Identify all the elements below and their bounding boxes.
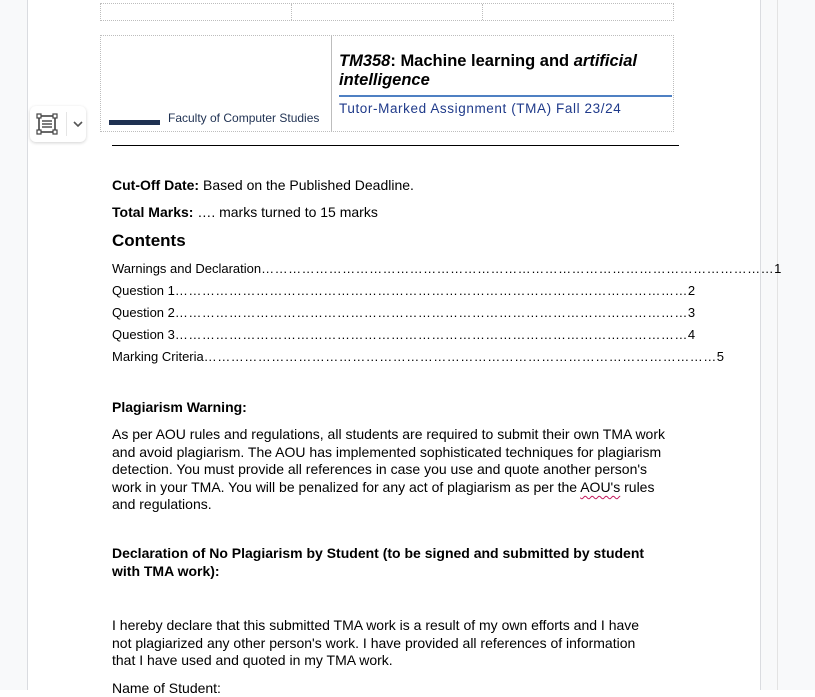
toc-entry[interactable]: Question 1 …………………………………………………………………………………………………… 2: [112, 283, 696, 298]
toc-entry[interactable]: Marking Criteria …………………………………………………………………………………………………… 5: [112, 349, 724, 364]
student-name-label: Name of Student:: [112, 680, 221, 696]
toc-entry[interactable]: Question 3 …………………………………………………………………………………………………… 4: [112, 327, 696, 342]
course-title-end: artificial intelligence: [339, 52, 638, 89]
document-header-table: [100, 35, 674, 132]
left-margin: [0, 0, 28, 690]
toc-entry[interactable]: Question 2 …………………………………………………………………………………………………… 3: [112, 305, 696, 320]
total-marks-line: [112, 203, 378, 221]
right-margin: [761, 0, 815, 690]
spellcheck-flag[interactable]: AOU's: [580, 478, 621, 495]
scrollbar-track[interactable]: [777, 0, 778, 690]
title-rule: [339, 95, 672, 97]
document-outline-icon[interactable]: [36, 113, 58, 135]
top-table-row: [100, 3, 674, 21]
toc-entry[interactable]: Warnings and Declaration …………………………………………………………………………………………………… 1: [112, 261, 782, 276]
cutoff-value: Based on the Published Deadline.: [199, 177, 414, 193]
cutoff-label: Cut-Off Date:: [112, 177, 200, 193]
course-title: [339, 52, 669, 90]
logo-bar: [109, 120, 160, 125]
plagiarism-body: As per AOU rules and regulations, all students are required to submit their own TMA work and avoid plagiarism. The AOU has implemented sophisticated techniques for plagiarism detection. You must provide all references in case you use and quote another person's work in your TMA. You will be penalized for any act of plagiarism as per the AOU's rules and regulations.: [112, 426, 666, 513]
course-title-mid: : Machine learning and: [390, 52, 574, 70]
chevron-down-icon[interactable]: [71, 117, 85, 131]
outline-toggle[interactable]: [30, 106, 86, 142]
marks-label: Total Marks:: [112, 204, 194, 220]
contents-heading: Contents: [112, 231, 186, 250]
marks-value: …. marks turned to 15 marks: [193, 204, 378, 220]
page-edge-right: [760, 0, 761, 690]
plagiarism-heading: Plagiarism Warning:: [112, 399, 247, 415]
cutoff-line: [112, 176, 414, 194]
declaration-heading: Declaration of No Plagiarism by Student (to be signed and submitted by student with TMA work):: [112, 545, 645, 579]
table-cell: [292, 4, 483, 20]
tma-subtitle: Tutor-Marked Assignment (TMA) Fall 23/24: [339, 101, 622, 116]
page-edge-left: [27, 0, 28, 690]
header-rule: [112, 145, 679, 146]
table-cell: [483, 4, 673, 20]
course-code: TM358: [339, 52, 391, 70]
faculty-label: Faculty of Computer Studies: [168, 111, 320, 125]
declaration-body: I hereby declare that this submitted TMA work is a result of my own efforts and I have not plagiarized any other person's work. I have provided all references of information that I have used and quoted in my TMA work.: [112, 617, 640, 669]
table-cell: [101, 4, 292, 20]
